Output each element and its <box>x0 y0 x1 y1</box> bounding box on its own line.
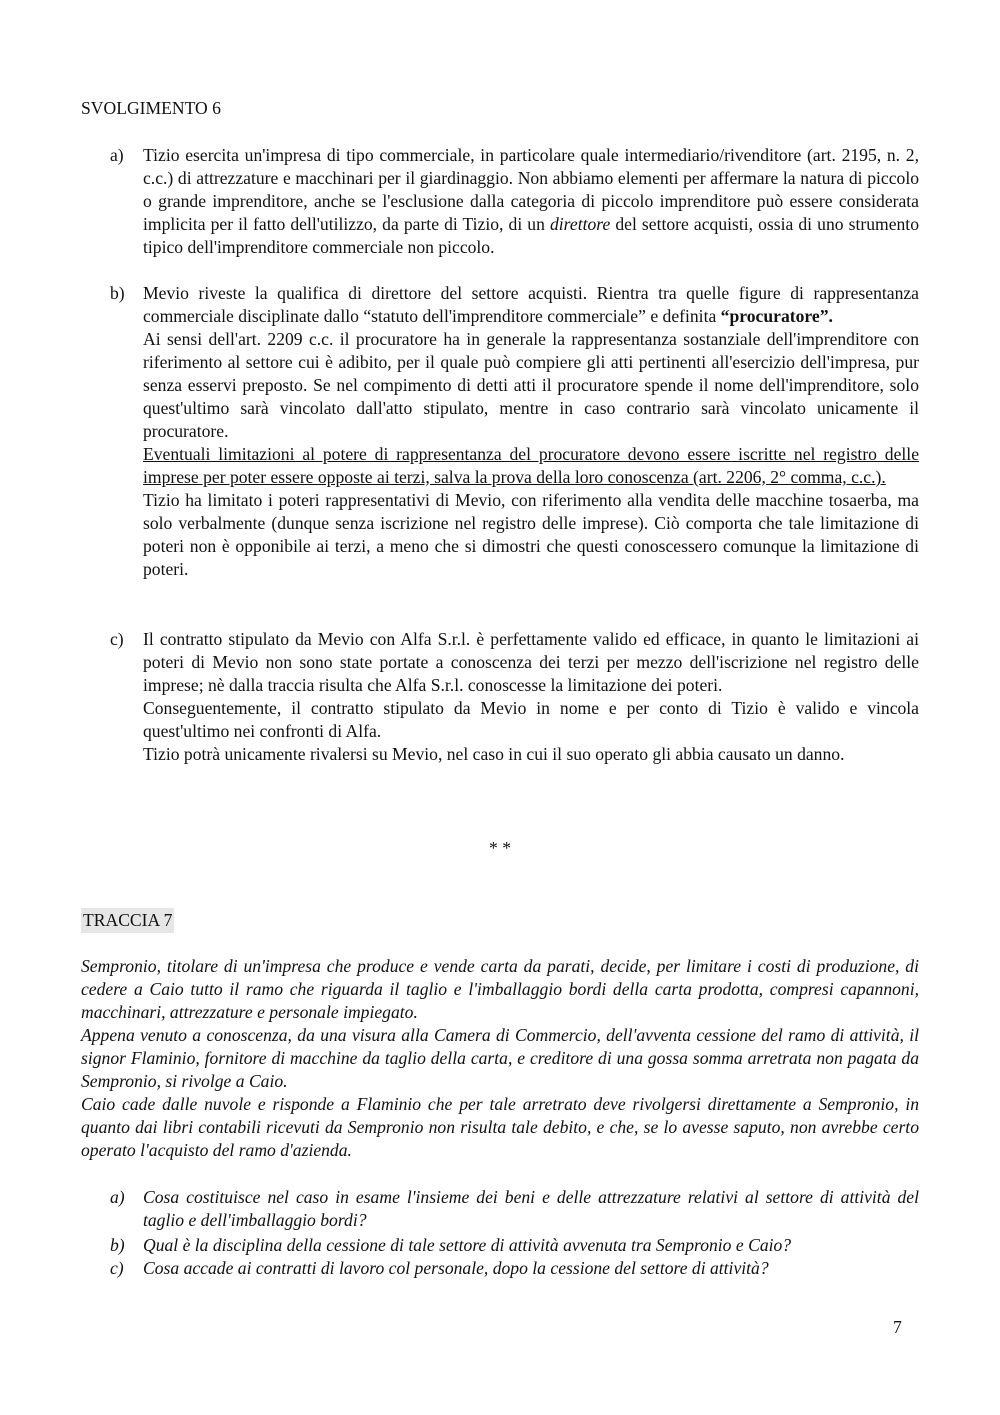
question-text: Cosa costituisce nel caso in esame l'insieme dei beni e delle attrezzature relativi al settore di attività del taglio e dell'imballaggio bordi? <box>143 1187 919 1230</box>
answer-item-c <box>110 628 919 766</box>
case-scenario <box>81 955 919 1162</box>
answer-b-paragraph-underlined: Eventuali limitazioni al potere di rappresentanza del procuratore devono essere iscritte nel registro delle imprese per poter essere opposte ai terzi, salva la prova della loro conoscenza (art. 2206, 2° comma, c.c.). <box>143 444 919 487</box>
question-text: Cosa accade ai contratti di lavoro col personale, dopo la cessione del settore di attività? <box>143 1258 769 1278</box>
item-label: a) <box>110 145 124 165</box>
question-item-b <box>110 1234 919 1257</box>
answer-a-paragraph <box>143 144 919 259</box>
answer-b-paragraph-2: Ai sensi dell'art. 2209 c.c. il procuratore ha in generale la rappresentanza sostanziale dell'imprenditore con riferimento al settore cui è adibito, per il quale può compiere gli atti pertinenti all'esercizio dell'impresa, pur senza esservi preposto. Se nel compimento di detti atti il procuratore spende il nome dell'imprenditore, solo quest'ultimo sarà vincolato dall'atto stipulato, mentre in caso contrario sarà vincolato unicamente il procuratore. <box>143 329 919 441</box>
answer-c-paragraph-1: Il contratto stipulato da Mevio con Alfa S.r.l. è perfettamente valido ed efficace, in quanto le limitazioni ai poteri di Mevio non sono state portate a conoscenza dei terzi per mezzo dell'iscrizione nel registro delle imprese; nè dalla traccia risulta che Alfa S.r.l. conoscesse la limitazione dei poteri. <box>143 629 919 695</box>
answer-a-text-1: Tizio esercita un'impresa di tipo commerciale, in particolare quale intermediario/rivenditore (art. 2195, n. 2, c.c.) di attrezzature e macchinari per il giardinaggio. Non abbiamo elementi per affermare la natura di piccolo o grande imprenditore, anche se l'esclusione dalla categoria di piccolo imprenditore può essere considerata implicita per il fatto dell'utilizzo, da parte di Tizio, di un <box>143 145 919 234</box>
answer-item-b <box>110 282 919 581</box>
answer-b-bold: “procuratore”. <box>720 306 833 326</box>
answer-item-a <box>110 144 919 259</box>
answer-a-emphasis: direttore <box>550 214 611 234</box>
question-label: b) <box>110 1235 125 1255</box>
answer-a-text-2: del settore acquisti, ossia di uno strumento tipico dell'imprenditore commerciale non piccolo. <box>143 214 919 257</box>
answer-c-paragraph-2: Conseguentemente, il contratto stipulato da Mevio in nome e per conto di Tizio è valido e vincola quest'ultimo nei confronti di Alfa. <box>143 698 919 741</box>
section-title: TRACCIA 7 <box>81 908 174 933</box>
answer-b-paragraph-1 <box>143 282 919 328</box>
answer-b-text-1: Mevio riveste la qualifica di direttore del settore acquisti. Rientra tra quelle figure di rappresentanza commerciale disciplinate dallo “statuto dell'imprenditore commerciale” e definita <box>143 283 919 326</box>
question-text: Qual è la disciplina della cessione di tale settore di attività avvenuta tra Sempronio e Caio? <box>143 1235 792 1255</box>
section-title: SVOLGIMENTO 6 <box>81 98 221 118</box>
answer-b-paragraph-4: Tizio ha limitato i poteri rappresentativi di Mevio, con riferimento alla vendita delle macchine tosaerba, ma solo verbalmente (dunque senza iscrizione nel registro delle imprese). Ciò comporta che tale limitazione di poteri non è opponibile ai terzi, a meno che si dimostri che questi conoscessero comunque la limitazione di poteri. <box>143 490 919 579</box>
scenario-paragraph-1: Sempronio, titolare di un'impresa che produce e vende carta da parati, decide, per limitare i costi di produzione, di cedere a Caio tutto il ramo che riguarda il taglio e l'imballaggio bordi della carta prodotta, compresi capannoni, macchinari, attrezzature e personale impiegato. <box>81 956 919 1022</box>
scenario-paragraph-3: Caio cade dalle nuvole e risponde a Flaminio che per tale arretrato deve rivolgersi direttamente a Sempronio, in quanto dai libri contabili ricevuti da Sempronio non risulta tale debito, e che, se lo avesse saputo, non avrebbe certo operato l'acquisto del ramo d'azienda. <box>81 1094 919 1160</box>
section-separator: * * <box>489 838 511 858</box>
page-number: 7 <box>893 1317 902 1337</box>
question-item-c <box>110 1257 919 1280</box>
question-item-a <box>110 1186 919 1232</box>
scenario-paragraph-2: Appena venuto a conoscenza, da una visura alla Camera di Commercio, dell'avventa cessione del ramo di attività, il signor Flaminio, fornitore di macchine da taglio della carta, e creditore di una gossa somma arretrata non pagata da Sempronio, si rivolge a Caio. <box>81 1025 919 1091</box>
question-label: a) <box>110 1187 125 1207</box>
item-label: b) <box>110 283 125 303</box>
question-label: c) <box>110 1258 124 1278</box>
item-label: c) <box>110 629 124 649</box>
answer-c-paragraph-3: Tizio potrà unicamente rivalersi su Mevio, nel caso in cui il suo operato gli abbia causato un danno. <box>143 744 845 764</box>
